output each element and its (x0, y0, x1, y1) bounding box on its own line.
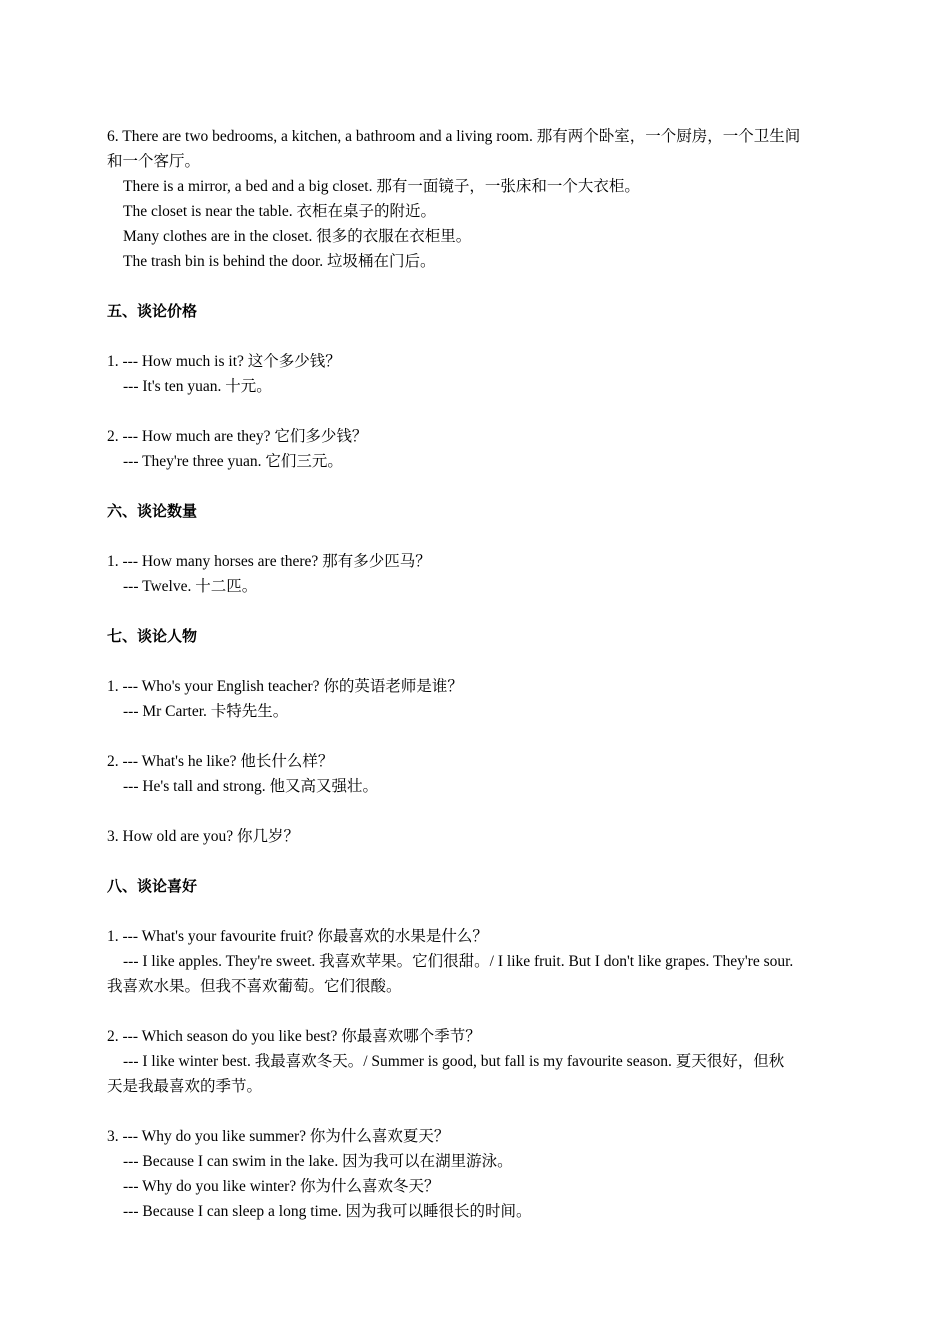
text-line: 天是我最喜欢的季节。 (107, 1078, 263, 1095)
text-line: 2. --- Which season do you like best? 你最喜欢哪个季节？ (107, 1028, 481, 1045)
blank-line (107, 799, 847, 824)
text-line: 6. There are two bedrooms, a kitchen, a bathroom and a living room. 那有两个卧室，一个厨房，一个卫生间 (107, 128, 801, 145)
blank-line (107, 524, 847, 549)
text-line-indented: --- Because I can swim in the lake. 因为我可以在湖里游泳。 (123, 1153, 513, 1170)
blank-line (107, 649, 847, 674)
section-heading: 六、谈论数量 (107, 502, 198, 520)
text-line-indented: --- I like apples. They're sweet. 我喜欢苹果。它们很甜。/ I like fruit. But I don't like grapes. They're sour. (123, 953, 794, 970)
blank-line (107, 399, 847, 424)
document-page (107, 124, 847, 1224)
text-line: 1. --- Who's your English teacher? 你的英语老师是谁？ (107, 678, 463, 695)
text-line: 1. --- What's your favourite fruit? 你最喜欢的水果是什么？ (107, 928, 488, 945)
section-heading: 五、谈论价格 (107, 302, 198, 320)
blank-line (107, 599, 847, 624)
text-line-indented: --- Twelve. 十二匹。 (123, 578, 258, 595)
text-line: 2. --- How much are they? 它们多少钱？ (107, 428, 368, 445)
text-line: 2. --- What's he like? 他长什么样？ (107, 753, 334, 770)
text-line-indented: --- He's tall and strong. 他又高又强壮。 (123, 778, 379, 795)
text-line: 1. --- How many horses are there? 那有多少匹马？ (107, 553, 431, 570)
blank-line (107, 849, 847, 874)
blank-line (107, 899, 847, 924)
text-line-indented: --- Why do you like winter? 你为什么喜欢冬天？ (123, 1178, 440, 1195)
text-line-indented: --- Because I can sleep a long time. 因为我可以睡很长的时间。 (123, 1203, 532, 1220)
text-line-indented: Many clothes are in the closet. 很多的衣服在衣柜里。 (123, 228, 472, 245)
text-line: 3. How old are you? 你几岁？ (107, 828, 299, 845)
text-line: 我喜欢水果。但我不喜欢葡萄。它们很酸。 (107, 978, 402, 995)
text-line-indented: --- I like winter best. 我最喜欢冬天。/ Summer is good, but fall is my favourite season. 夏天很好，但秋 (123, 1053, 785, 1070)
text-line: 3. --- Why do you like summer? 你为什么喜欢夏天？ (107, 1128, 450, 1145)
blank-line (107, 724, 847, 749)
text-line-indented: --- Mr Carter. 卡特先生。 (123, 703, 289, 720)
blank-line (107, 999, 847, 1024)
text-line-indented: There is a mirror, a bed and a big closet. 那有一面镜子，一张床和一个大衣柜。 (123, 178, 640, 195)
text-line: 和一个客厅。 (107, 153, 201, 170)
text-line-indented: The closet is near the table. 衣柜在桌子的附近。 (123, 203, 436, 220)
text-line: 1. --- How much is it? 这个多少钱？ (107, 353, 341, 370)
blank-line (107, 324, 847, 349)
section-heading: 七、谈论人物 (107, 627, 198, 645)
blank-line (107, 474, 847, 499)
text-line-indented: --- They're three yuan. 它们三元。 (123, 453, 343, 470)
blank-line (107, 1099, 847, 1124)
text-line-indented: The trash bin is behind the door. 垃圾桶在门后。 (123, 253, 436, 270)
text-line-indented: --- It's ten yuan. 十元。 (123, 378, 272, 395)
section-heading: 八、谈论喜好 (107, 877, 198, 895)
blank-line (107, 274, 847, 299)
